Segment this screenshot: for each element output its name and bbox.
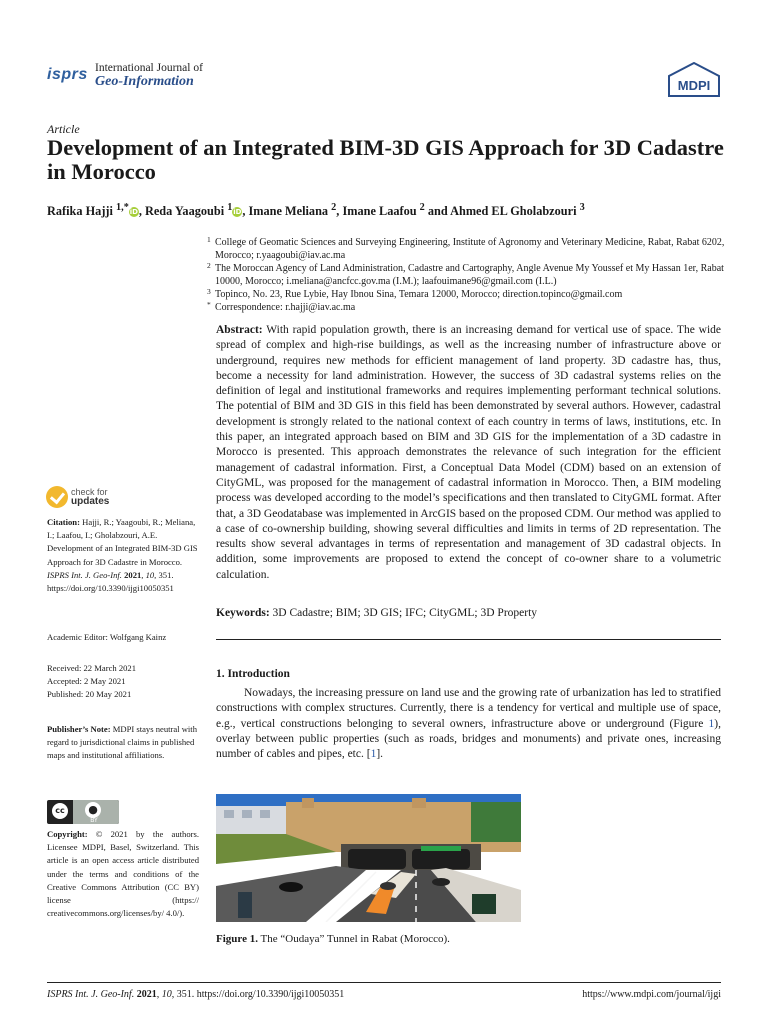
- intro-text: ), overlay between public properties (such as roads, bridges and monuments) and private ones, increasing number of cables and pipes, etc. [: [216, 717, 721, 761]
- abstract: [216, 323, 721, 583]
- cc-by-license-badge[interactable]: [47, 800, 119, 824]
- citation-link[interactable]: 1: [370, 748, 377, 761]
- footer-volume: 10: [161, 989, 172, 1000]
- publisher-logo-text: MDPI: [677, 78, 711, 93]
- affiliation-text: Topinco, No. 23, Rue Lybie, Hay Ibnou Sina, Temara 12000, Morocco; direction.topinco@gmail.com: [215, 289, 623, 300]
- footer-year: 2021: [136, 989, 157, 1000]
- author-affiliation-sup: 2: [419, 202, 425, 213]
- intro-text: ].: [376, 748, 384, 761]
- article-type: Article: [47, 122, 80, 136]
- abstract-text: With rapid population growth, there is an increasing demand for vertical use of space. The wide spread of complex and high-rise buildings, as well as the increasing number of infrastructure above or underground, requires new methods for efficient management of land property. 3D cadastre has, thus, become a necessity for land administration. However, the success of 3D cadastral systems relies on the definition of legal and institutional frameworks and requires implementing performant technical solutions. The potential of BIM and 3D GIS in this field has been demonstrated by several authors. However, cadastral development is strongly related to the national context of each country in terms of laws, institutions, etc. In this paper, an integrated approach based on BIM and 3D GIS for the implementation of a 3D cadastre in Morocco is presented. This approach demonstrates the relevance of such integration for the efficient management of cadastral information. First, a Conceptual Data Model (CDM) based on an extension of CityGML, was proposed for the management of cadastral information in Morocco. Then, a BIM modeling process was developed according to the model’s specifications and then translated to CityGML format. After that, a 3D Geodatabase was implemented in ArcGIS based on the proposed CDM. Our method was applied to a case of co-ownership building, showing several difficulties and limits in terms of 2D representation. The results show several advantages in terms of representation and management of 3D cadastral objects. In addition, some improvements are proposed to extend the concept of co-owner share to a volumetric calculation.: [216, 324, 722, 581]
- citation-doi[interactable]: , 351. https://doi.org/10.3390/ijgi10050351: [47, 569, 174, 594]
- academic-editor: Academic Editor: Wolfgang Kainz: [47, 632, 167, 642]
- intro-paragraph: [216, 686, 721, 762]
- author-name[interactable]: Ahmed EL Gholabzouri: [450, 204, 577, 219]
- correspondence: [207, 300, 725, 314]
- published-date: Published: 20 May 2021: [47, 689, 132, 699]
- affiliation-3: [207, 287, 725, 301]
- attribution-person-icon: ●: [85, 802, 101, 818]
- copyright-label: Copyright:: [47, 829, 88, 839]
- affiliation-2: [207, 261, 725, 288]
- affiliation-text: College of Geomatic Sciences and Surveying Engineering, Institute of Agronomy and Veterinary Medicine, Rabat, Rabat 6202, Morocco; r.yaagoubi@iav.ac.ma: [215, 237, 725, 261]
- citation-block: Citation: Hajji, R.; Yaagoubi, R.; Meliana, I.; Laafou, I.; Gholabzouri, A.E. Development of an Integrated BIM-3D GIS Approach for 3D Cadastre in Morocco. ISPRS Int. J. Geo-Inf. 2021, 10, 351. https://doi.org/10.3390/ijgi10050351: [47, 517, 198, 594]
- footer-divider: [47, 982, 721, 983]
- affiliation-text: Correspondence: r.hajji@iav.ac.ma: [215, 302, 356, 313]
- affiliation-number: *: [207, 300, 211, 309]
- creative-commons-icon: cc: [51, 802, 69, 820]
- publisher-note-text: MDPI stays neutral with regard to jurisdictional claims in published maps and institutional affiliations.: [47, 724, 197, 761]
- footer-journal: ISPRS Int. J. Geo-Inf.: [47, 989, 135, 1000]
- citation-year: 2021: [124, 569, 142, 580]
- affiliation-number: 3: [207, 287, 211, 296]
- abstract-label: Abstract:: [216, 324, 263, 336]
- page-title: Development of an Integrated BIM-3D GIS Approach for 3D Cadastre in Morocco: [47, 135, 724, 184]
- figure-ref-link[interactable]: 1: [708, 717, 715, 730]
- intro-text: Nowadays, the increasing pressure on land use and the growing rate of urbanization has led to stratified constructions with complex structures. Currently, there is a tendency for vertical and multiple use of space, e.g., vertical constructions belonging to several owners, infrastructure above or underground (Figure: [216, 687, 721, 730]
- keywords-label: Keywords:: [216, 607, 270, 619]
- author-affiliation-sup: 3: [579, 202, 585, 213]
- figure-caption: [216, 933, 450, 945]
- check-updates-line2: updates: [71, 496, 110, 507]
- footer-journal-url[interactable]: https://www.mdpi.com/journal/ijgi: [582, 989, 721, 1000]
- citation-journal: ISPRS Int. J. Geo-Inf.: [47, 569, 122, 580]
- checkmark-icon: [46, 486, 68, 508]
- affiliation-number: 1: [207, 235, 211, 244]
- author-affiliation-sup: 2: [331, 202, 337, 213]
- keywords: [216, 607, 721, 619]
- check-updates-line1: check for: [71, 487, 108, 497]
- publisher-note: [47, 723, 199, 763]
- citation-volume: 10: [145, 569, 155, 580]
- keywords-text: 3D Cadastre; BIM; 3D GIS; IFC; CityGML; 3D Property: [272, 607, 538, 619]
- author-affiliation-sup: 1,*: [116, 202, 129, 213]
- author-affiliation-sup: 1: [227, 202, 233, 213]
- footer-doi-link[interactable]: , 351. https://doi.org/10.3390/ijgi10050351: [171, 989, 345, 1000]
- check-for-updates-button[interactable]: [46, 484, 156, 512]
- received-date: Received: 22 March 2021: [47, 663, 137, 673]
- publisher-logo: [667, 62, 721, 98]
- footer-citation: ISPRS Int. J. Geo-Inf. 2021, 10, 351. https://doi.org/10.3390/ijgi10050351: [47, 989, 345, 1000]
- orcid-icon[interactable]: iD: [129, 208, 138, 217]
- authors-and: and: [427, 204, 448, 219]
- copyright-block: [47, 828, 199, 920]
- orcid-icon[interactable]: iD: [233, 208, 242, 217]
- author-name[interactable]: Rafika Hajji: [47, 204, 113, 219]
- section-divider: [216, 639, 721, 640]
- section-heading: 1. Introduction: [216, 668, 290, 680]
- journal-name-line1: International Journal of: [95, 62, 203, 74]
- author-name[interactable]: Reda Yaagoubi: [144, 204, 225, 219]
- citation-text: Hajji, R.; Yaagoubi, R.; Meliana, I.; Laafou, I.; Gholabzouri, A.E. Development of an Integrated BIM-3D GIS Approach for 3D Cadastre in Morocco.: [47, 517, 198, 567]
- accepted-date: Accepted: 2 May 2021: [47, 676, 126, 686]
- copyright-text: © 2021 by the authors. Licensee MDPI, Basel, Switzerland. This article is an open access article distributed under the terms and conditions of the Creative Commons Attribution (CC BY) license (https:// creativecommons.org/licenses/by/ 4.0/).: [47, 829, 199, 919]
- badge-by-text: BY: [90, 817, 98, 824]
- author-name[interactable]: Imane Meliana: [248, 204, 329, 219]
- figure-caption-text: The “Oudaya” Tunnel in Rabat (Morocco).: [260, 933, 450, 945]
- author-name[interactable]: Imane Laafou: [342, 204, 417, 219]
- affiliation-text: The Moroccan Agency of Land Administration, Cadastre and Cartography, Angle Avenue My Youssef et My Hassan 1er, Rabat 10000, Morocco; i.meliana@ancfcc.gov.ma (I.M.); laafouimane96@gmail.com (I.L.): [215, 263, 724, 287]
- figure-image: [216, 794, 521, 922]
- author-list: Rafika Hajji $^{1,*}$iD, Reda Yaagoubi $^1$iD, Imane Meliana $^2$, Imane Laafou $^2$ and Ahmed EL Gholabzouri $^3$: [47, 202, 585, 219]
- citation-label: Citation:: [47, 517, 80, 527]
- affiliation-number: 2: [207, 261, 211, 270]
- journal-name-line2: Geo-Information: [95, 74, 194, 89]
- publisher-note-label: Publisher’s Note:: [47, 724, 111, 734]
- affiliation-1: [207, 235, 725, 262]
- figure-caption-label: Figure 1.: [216, 933, 258, 945]
- journal-logo: isprs: [47, 66, 88, 83]
